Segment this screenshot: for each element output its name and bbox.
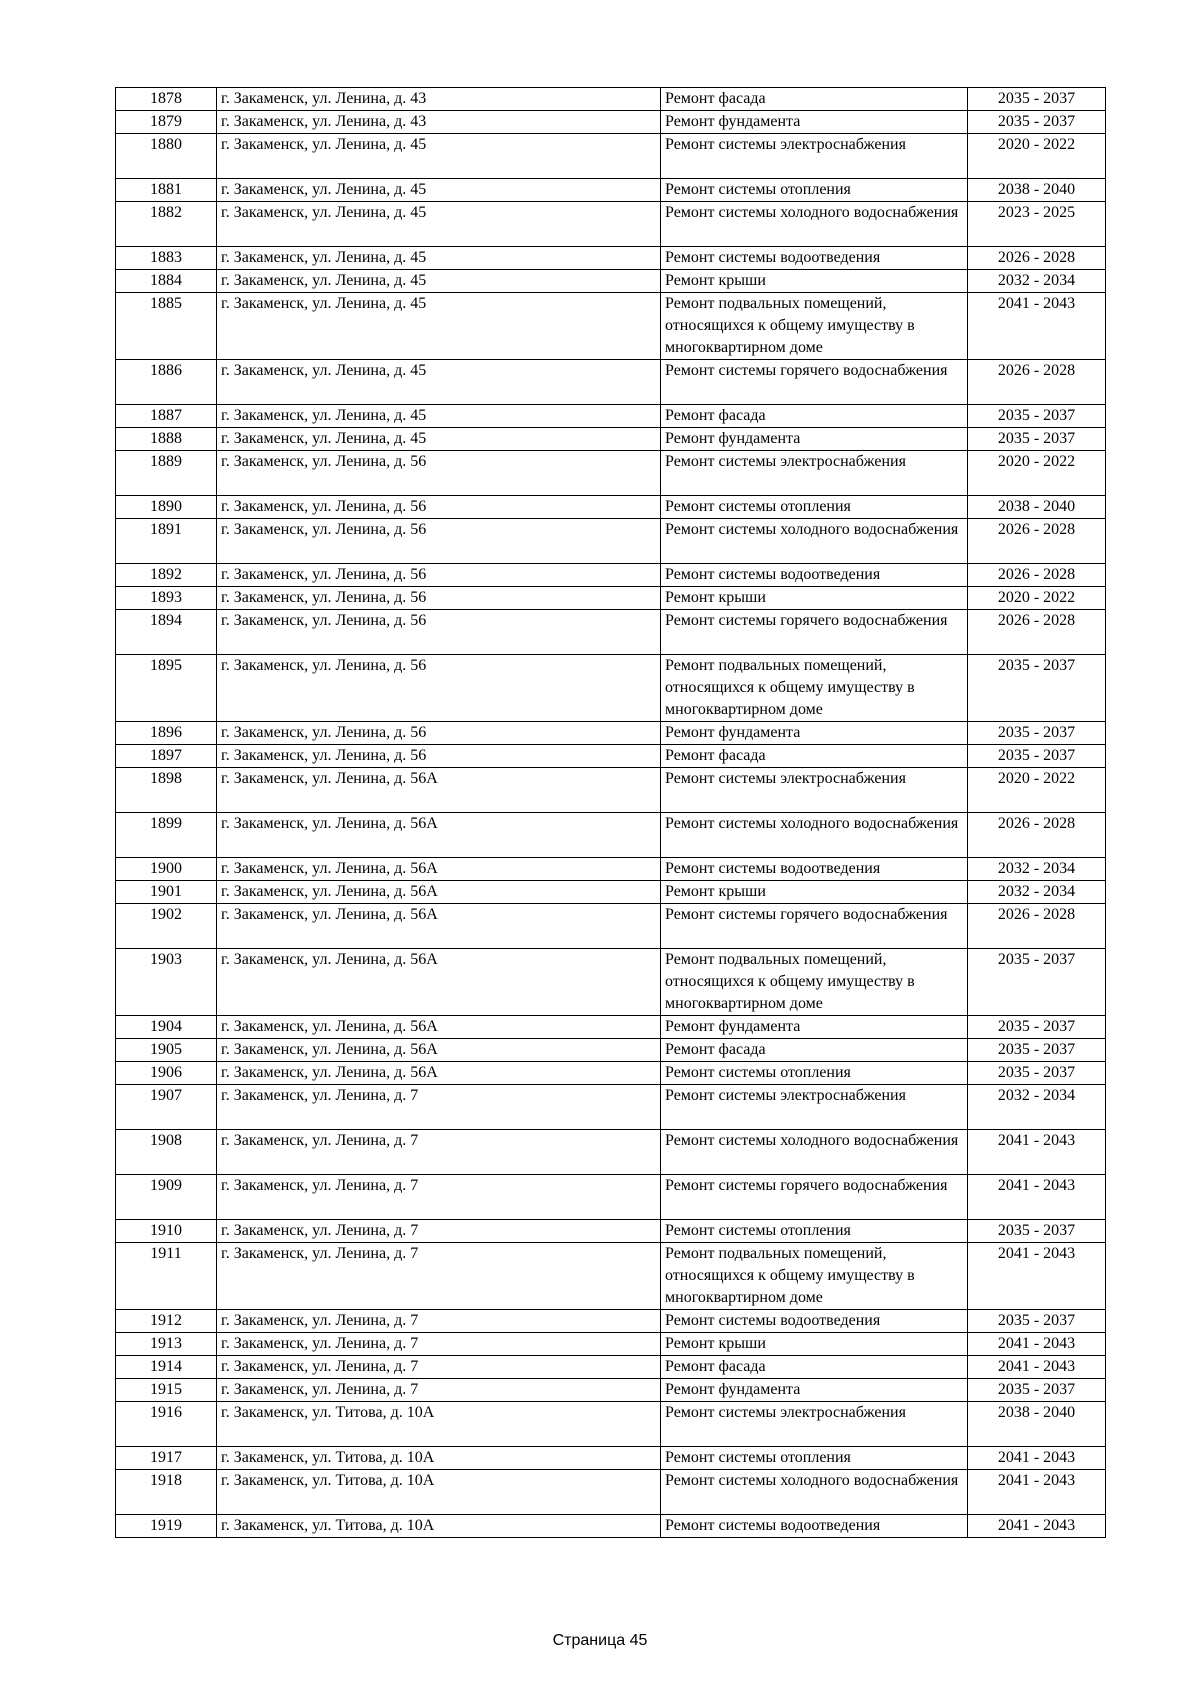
table-row	[116, 564, 1106, 587]
work-type-cell: Ремонт крыши	[661, 881, 968, 904]
period-cell: 2041 - 2043	[968, 293, 1106, 360]
work-type-cell: Ремонт системы горячего водоснабжения	[661, 610, 968, 655]
table-row	[116, 1175, 1106, 1220]
row-number-cell: 1906	[116, 1062, 217, 1085]
work-type-cell: Ремонт системы электроснабжения	[661, 768, 968, 813]
work-type-cell: Ремонт системы электроснабжения	[661, 134, 968, 179]
table-row	[116, 1333, 1106, 1356]
work-type-cell: Ремонт фасада	[661, 405, 968, 428]
address-cell: г. Закаменск, ул. Ленина, д. 7	[217, 1333, 661, 1356]
row-number-cell: 1880	[116, 134, 217, 179]
period-cell: 2032 - 2034	[968, 270, 1106, 293]
row-number-cell: 1909	[116, 1175, 217, 1220]
address-cell: г. Закаменск, ул. Ленина, д. 56	[217, 587, 661, 610]
table-body	[116, 88, 1106, 1538]
work-type-cell: Ремонт фасада	[661, 88, 968, 111]
address-cell: г. Закаменск, ул. Ленина, д. 45	[217, 179, 661, 202]
work-type-cell: Ремонт системы отопления	[661, 179, 968, 202]
work-type-cell: Ремонт системы водоотведения	[661, 858, 968, 881]
period-cell: 2026 - 2028	[968, 904, 1106, 949]
address-cell: г. Закаменск, ул. Титова, д. 10А	[217, 1470, 661, 1515]
row-number-cell: 1882	[116, 202, 217, 247]
address-cell: г. Закаменск, ул. Ленина, д. 56А	[217, 881, 661, 904]
address-cell: г. Закаменск, ул. Титова, д. 10А	[217, 1402, 661, 1447]
table-row	[116, 949, 1106, 1016]
table-row	[116, 405, 1106, 428]
period-cell: 2041 - 2043	[968, 1130, 1106, 1175]
work-type-cell: Ремонт подвальных помещений, относящихся к общему имуществу в многоквартирном доме	[661, 655, 968, 722]
work-type-cell: Ремонт системы холодного водоснабжения	[661, 202, 968, 247]
period-cell: 2035 - 2037	[968, 1016, 1106, 1039]
work-type-cell: Ремонт системы горячего водоснабжения	[661, 1175, 968, 1220]
row-number-cell: 1887	[116, 405, 217, 428]
table-row	[116, 768, 1106, 813]
row-number-cell: 1907	[116, 1085, 217, 1130]
address-cell: г. Закаменск, ул. Титова, д. 10А	[217, 1515, 661, 1538]
period-cell: 2041 - 2043	[968, 1333, 1106, 1356]
period-cell: 2026 - 2028	[968, 564, 1106, 587]
table-row	[116, 496, 1106, 519]
row-number-cell: 1903	[116, 949, 217, 1016]
period-cell: 2038 - 2040	[968, 1402, 1106, 1447]
address-cell: г. Закаменск, ул. Ленина, д. 45	[217, 270, 661, 293]
work-type-cell: Ремонт системы водоотведения	[661, 1515, 968, 1538]
work-type-cell: Ремонт подвальных помещений, относящихся к общему имуществу в многоквартирном доме	[661, 293, 968, 360]
work-type-cell: Ремонт фундамента	[661, 1379, 968, 1402]
period-cell: 2041 - 2043	[968, 1470, 1106, 1515]
work-type-cell: Ремонт крыши	[661, 587, 968, 610]
row-number-cell: 1904	[116, 1016, 217, 1039]
work-type-cell: Ремонт системы холодного водоснабжения	[661, 1470, 968, 1515]
table-row	[116, 179, 1106, 202]
address-cell: г. Закаменск, ул. Ленина, д. 56	[217, 564, 661, 587]
period-cell: 2020 - 2022	[968, 134, 1106, 179]
work-type-cell: Ремонт системы электроснабжения	[661, 451, 968, 496]
work-type-cell: Ремонт системы отопления	[661, 496, 968, 519]
table-row	[116, 1356, 1106, 1379]
table-row	[116, 360, 1106, 405]
period-cell: 2020 - 2022	[968, 768, 1106, 813]
table-row	[116, 88, 1106, 111]
address-cell: г. Закаменск, ул. Титова, д. 10А	[217, 1447, 661, 1470]
work-type-cell: Ремонт системы горячего водоснабжения	[661, 360, 968, 405]
table-row	[116, 111, 1106, 134]
work-type-cell: Ремонт фасада	[661, 1039, 968, 1062]
row-number-cell: 1895	[116, 655, 217, 722]
row-number-cell: 1902	[116, 904, 217, 949]
period-cell: 2026 - 2028	[968, 519, 1106, 564]
row-number-cell: 1896	[116, 722, 217, 745]
work-type-cell: Ремонт системы водоотведения	[661, 247, 968, 270]
row-number-cell: 1905	[116, 1039, 217, 1062]
period-cell: 2038 - 2040	[968, 179, 1106, 202]
work-type-cell: Ремонт системы водоотведения	[661, 564, 968, 587]
address-cell: г. Закаменск, ул. Ленина, д. 56А	[217, 949, 661, 1016]
work-type-cell: Ремонт фундамента	[661, 428, 968, 451]
table-row	[116, 858, 1106, 881]
work-type-cell: Ремонт системы холодного водоснабжения	[661, 1130, 968, 1175]
row-number-cell: 1892	[116, 564, 217, 587]
row-number-cell: 1881	[116, 179, 217, 202]
address-cell: г. Закаменск, ул. Ленина, д. 45	[217, 428, 661, 451]
period-cell: 2035 - 2037	[968, 1310, 1106, 1333]
work-type-cell: Ремонт системы горячего водоснабжения	[661, 904, 968, 949]
row-number-cell: 1915	[116, 1379, 217, 1402]
period-cell: 2023 - 2025	[968, 202, 1106, 247]
row-number-cell: 1884	[116, 270, 217, 293]
period-cell: 2035 - 2037	[968, 1039, 1106, 1062]
table-row	[116, 655, 1106, 722]
row-number-cell: 1917	[116, 1447, 217, 1470]
row-number-cell: 1890	[116, 496, 217, 519]
address-cell: г. Закаменск, ул. Ленина, д. 56	[217, 519, 661, 564]
table-row	[116, 904, 1106, 949]
period-cell: 2035 - 2037	[968, 88, 1106, 111]
row-number-cell: 1911	[116, 1243, 217, 1310]
row-number-cell: 1894	[116, 610, 217, 655]
address-cell: г. Закаменск, ул. Ленина, д. 7	[217, 1243, 661, 1310]
row-number-cell: 1883	[116, 247, 217, 270]
row-number-cell: 1916	[116, 1402, 217, 1447]
row-number-cell: 1901	[116, 881, 217, 904]
table-row	[116, 1447, 1106, 1470]
address-cell: г. Закаменск, ул. Ленина, д. 45	[217, 247, 661, 270]
table-row	[116, 1310, 1106, 1333]
table-row	[116, 428, 1106, 451]
work-type-cell: Ремонт подвальных помещений, относящихся к общему имуществу в многоквартирном доме	[661, 949, 968, 1016]
table-row	[116, 1379, 1106, 1402]
row-number-cell: 1889	[116, 451, 217, 496]
address-cell: г. Закаменск, ул. Ленина, д. 56А	[217, 1039, 661, 1062]
table-row	[116, 587, 1106, 610]
table-row	[116, 745, 1106, 768]
row-number-cell: 1913	[116, 1333, 217, 1356]
work-type-cell: Ремонт системы отопления	[661, 1447, 968, 1470]
period-cell: 2035 - 2037	[968, 1062, 1106, 1085]
period-cell: 2020 - 2022	[968, 451, 1106, 496]
period-cell: 2026 - 2028	[968, 610, 1106, 655]
address-cell: г. Закаменск, ул. Ленина, д. 7	[217, 1356, 661, 1379]
address-cell: г. Закаменск, ул. Ленина, д. 56А	[217, 1016, 661, 1039]
address-cell: г. Закаменск, ул. Ленина, д. 56	[217, 745, 661, 768]
row-number-cell: 1900	[116, 858, 217, 881]
period-cell: 2026 - 2028	[968, 360, 1106, 405]
table-row	[116, 270, 1106, 293]
period-cell: 2038 - 2040	[968, 496, 1106, 519]
table-row	[116, 1039, 1106, 1062]
row-number-cell: 1899	[116, 813, 217, 858]
page-number: Страница 45	[552, 1632, 648, 1649]
address-cell: г. Закаменск, ул. Ленина, д. 56	[217, 610, 661, 655]
work-type-cell: Ремонт фундамента	[661, 1016, 968, 1039]
period-cell: 2032 - 2034	[968, 858, 1106, 881]
address-cell: г. Закаменск, ул. Ленина, д. 45	[217, 405, 661, 428]
address-cell: г. Закаменск, ул. Ленина, д. 56	[217, 655, 661, 722]
work-type-cell: Ремонт системы электроснабжения	[661, 1402, 968, 1447]
table-row	[116, 610, 1106, 655]
address-cell: г. Закаменск, ул. Ленина, д. 56А	[217, 813, 661, 858]
work-type-cell: Ремонт крыши	[661, 1333, 968, 1356]
works-table	[115, 87, 1106, 1538]
address-cell: г. Закаменск, ул. Ленина, д. 7	[217, 1379, 661, 1402]
period-cell: 2035 - 2037	[968, 405, 1106, 428]
row-number-cell: 1886	[116, 360, 217, 405]
address-cell: г. Закаменск, ул. Ленина, д. 7	[217, 1175, 661, 1220]
work-type-cell: Ремонт фасада	[661, 1356, 968, 1379]
address-cell: г. Закаменск, ул. Ленина, д. 56А	[217, 904, 661, 949]
address-cell: г. Закаменск, ул. Ленина, д. 56	[217, 722, 661, 745]
row-number-cell: 1885	[116, 293, 217, 360]
period-cell: 2041 - 2043	[968, 1175, 1106, 1220]
period-cell: 2035 - 2037	[968, 722, 1106, 745]
period-cell: 2041 - 2043	[968, 1356, 1106, 1379]
row-number-cell: 1918	[116, 1470, 217, 1515]
row-number-cell: 1912	[116, 1310, 217, 1333]
period-cell: 2026 - 2028	[968, 247, 1106, 270]
row-number-cell: 1919	[116, 1515, 217, 1538]
address-cell: г. Закаменск, ул. Ленина, д. 43	[217, 111, 661, 134]
row-number-cell: 1897	[116, 745, 217, 768]
table-row	[116, 519, 1106, 564]
table-row	[116, 1130, 1106, 1175]
table-row	[116, 1085, 1106, 1130]
table-row	[116, 881, 1106, 904]
period-cell: 2035 - 2037	[968, 1379, 1106, 1402]
work-type-cell: Ремонт системы холодного водоснабжения	[661, 519, 968, 564]
address-cell: г. Закаменск, ул. Ленина, д. 45	[217, 202, 661, 247]
table-row	[116, 293, 1106, 360]
row-number-cell: 1910	[116, 1220, 217, 1243]
table-row	[116, 247, 1106, 270]
period-cell: 2032 - 2034	[968, 1085, 1106, 1130]
address-cell: г. Закаменск, ул. Ленина, д. 45	[217, 134, 661, 179]
row-number-cell: 1908	[116, 1130, 217, 1175]
row-number-cell: 1914	[116, 1356, 217, 1379]
table-row	[116, 134, 1106, 179]
row-number-cell: 1878	[116, 88, 217, 111]
period-cell: 2020 - 2022	[968, 587, 1106, 610]
period-cell: 2035 - 2037	[968, 428, 1106, 451]
period-cell: 2035 - 2037	[968, 111, 1106, 134]
row-number-cell: 1893	[116, 587, 217, 610]
work-type-cell: Ремонт системы электроснабжения	[661, 1085, 968, 1130]
address-cell: г. Закаменск, ул. Ленина, д. 56А	[217, 768, 661, 813]
address-cell: г. Закаменск, ул. Ленина, д. 56	[217, 496, 661, 519]
table-row	[116, 1016, 1106, 1039]
period-cell: 2035 - 2037	[968, 745, 1106, 768]
address-cell: г. Закаменск, ул. Ленина, д. 56А	[217, 858, 661, 881]
period-cell: 2041 - 2043	[968, 1447, 1106, 1470]
period-cell: 2026 - 2028	[968, 813, 1106, 858]
address-cell: г. Закаменск, ул. Ленина, д. 45	[217, 360, 661, 405]
period-cell: 2035 - 2037	[968, 1220, 1106, 1243]
period-cell: 2041 - 2043	[968, 1515, 1106, 1538]
table-row	[116, 202, 1106, 247]
table-row	[116, 1470, 1106, 1515]
work-type-cell: Ремонт системы отопления	[661, 1062, 968, 1085]
period-cell: 2035 - 2037	[968, 655, 1106, 722]
address-cell: г. Закаменск, ул. Ленина, д. 56	[217, 451, 661, 496]
table-row	[116, 1402, 1106, 1447]
row-number-cell: 1879	[116, 111, 217, 134]
table-row	[116, 1062, 1106, 1085]
address-cell: г. Закаменск, ул. Ленина, д. 7	[217, 1130, 661, 1175]
row-number-cell: 1888	[116, 428, 217, 451]
table-row	[116, 722, 1106, 745]
address-cell: г. Закаменск, ул. Ленина, д. 43	[217, 88, 661, 111]
table-row	[116, 1515, 1106, 1538]
period-cell: 2035 - 2037	[968, 949, 1106, 1016]
work-type-cell: Ремонт фасада	[661, 745, 968, 768]
period-cell: 2041 - 2043	[968, 1243, 1106, 1310]
address-cell: г. Закаменск, ул. Ленина, д. 7	[217, 1085, 661, 1130]
row-number-cell: 1891	[116, 519, 217, 564]
address-cell: г. Закаменск, ул. Ленина, д. 7	[217, 1310, 661, 1333]
address-cell: г. Закаменск, ул. Ленина, д. 7	[217, 1220, 661, 1243]
table-row	[116, 451, 1106, 496]
address-cell: г. Закаменск, ул. Ленина, д. 45	[217, 293, 661, 360]
table-row	[116, 1220, 1106, 1243]
row-number-cell: 1898	[116, 768, 217, 813]
work-type-cell: Ремонт подвальных помещений, относящихся к общему имуществу в многоквартирном доме	[661, 1243, 968, 1310]
work-type-cell: Ремонт системы отопления	[661, 1220, 968, 1243]
table-row	[116, 1243, 1106, 1310]
work-type-cell: Ремонт системы холодного водоснабжения	[661, 813, 968, 858]
table-row	[116, 813, 1106, 858]
work-type-cell: Ремонт фундамента	[661, 722, 968, 745]
period-cell: 2032 - 2034	[968, 881, 1106, 904]
work-type-cell: Ремонт системы водоотведения	[661, 1310, 968, 1333]
work-type-cell: Ремонт фундамента	[661, 111, 968, 134]
work-type-cell: Ремонт крыши	[661, 270, 968, 293]
address-cell: г. Закаменск, ул. Ленина, д. 56А	[217, 1062, 661, 1085]
